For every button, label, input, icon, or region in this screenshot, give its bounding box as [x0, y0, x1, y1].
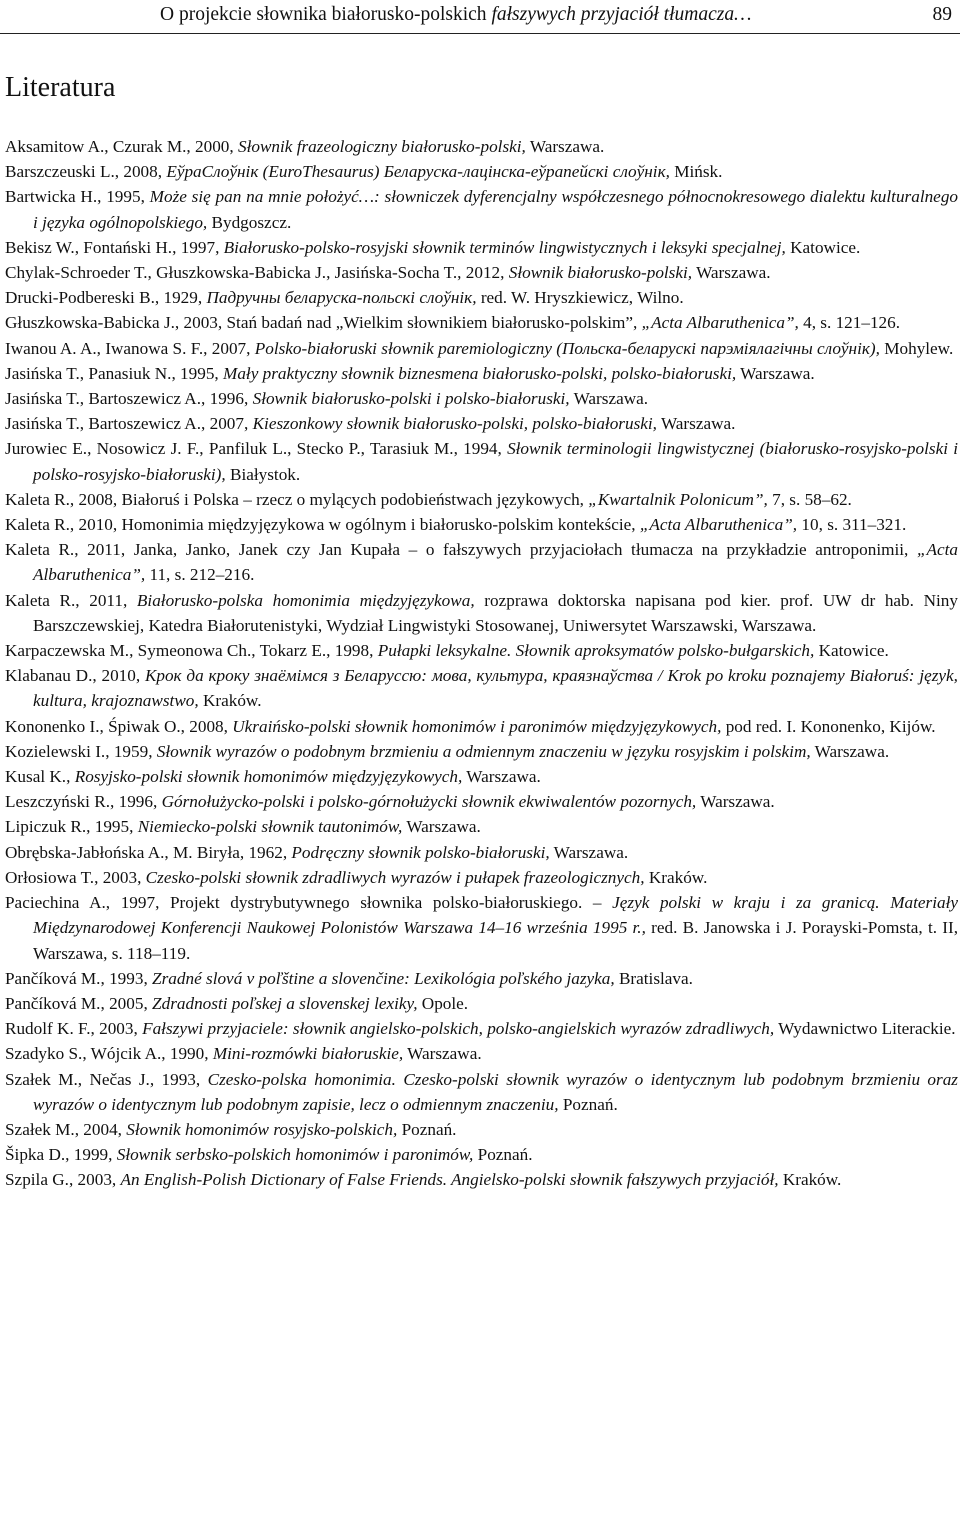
reference-title: Słownik wyrazów o podobnym brzmieniu a odmiennym znaczeniu w języku rosyjskim i polskim,	[156, 741, 811, 761]
reference-text: Warszawa.	[549, 842, 629, 862]
reference-text: 10, s. 311–321.	[797, 515, 907, 535]
reference-title: Czesko-polski słownik zdradliwych wyrazów i pułapek frazeologicznych,	[145, 867, 645, 887]
reference-entry	[5, 764, 958, 789]
reference-title: Białorusko-polsko-rosyjski słownik terminów lingwistycznych i leksyki specjalnej,	[223, 237, 786, 257]
reference-title: Słownik białorusko-polski i polsko-białoruski,	[252, 389, 570, 409]
reference-entry	[5, 663, 958, 713]
reference-text: Kraków.	[644, 867, 708, 887]
reference-text: Lipiczuk R., 1995,	[5, 817, 138, 837]
reference-text: red. B. Janowska i J. Porayski-Pomsta, t. II, Warszawa, s. 118–119.	[33, 918, 958, 963]
reference-title: „Acta Albaruthenica”,	[639, 515, 798, 535]
reference-text: Karpaczewska M., Symeonowa Ch., Tokarz E., 1998,	[5, 641, 378, 661]
reference-title: Słownik frazeologiczny białorusko-polski,	[237, 137, 526, 156]
reference-text: Szałek M., 2004,	[5, 1119, 127, 1139]
reference-text: Iwanou A. A., Iwanowa S. F., 2007,	[5, 338, 255, 358]
reference-title: Słownik terminologii lingwistycznej (białorusko-rosyjsko-polski i polsko-rosyjsko-białoruski),	[33, 439, 958, 484]
reference-title: Słownik homonimów rosyjsko-polskich,	[126, 1119, 398, 1139]
reference-text: Obrębska-Jabłońska A., M. Biryła, 1962,	[5, 842, 292, 862]
running-title-italic: fałszywych przyjaciół tłumacza…	[491, 4, 752, 25]
reference-entry	[5, 386, 958, 411]
reference-entry	[5, 1016, 958, 1041]
reference-entry	[5, 159, 958, 184]
reference-text: Bartwicka H., 1995,	[5, 187, 150, 207]
reference-title: Zdradnosti poľskej a slovenskej lexiky,	[152, 993, 418, 1013]
reference-title: Język polski w kraju i za granicą. Materiały Międzynarodowej Konferencji Naukowej Polonistów Warszawa 14–16 września 1995 r.,	[33, 893, 958, 938]
reference-title: Zradné slová v poľštine a slovenčine: Lexikológia poľského jazyka,	[152, 968, 615, 988]
reference-text: Bekisz W., Fontański H., 1997,	[5, 237, 224, 257]
reference-text: Bydgoszcz.	[207, 212, 292, 232]
reference-text: Orłosiowa T., 2003,	[5, 867, 146, 887]
reference-text: Bratislava.	[614, 968, 693, 988]
reference-text: 11, s. 212–216.	[145, 565, 255, 585]
reference-text: Chylak-Schroeder T., Głuszkowska-Babicka J., Jasińska-Socha T., 2012,	[5, 263, 509, 283]
reference-entry	[5, 436, 958, 486]
reference-entry	[5, 840, 958, 865]
reference-text: Šipka D., 1999,	[5, 1145, 117, 1165]
reference-entry	[5, 714, 958, 739]
reference-text: Warszawa.	[692, 263, 771, 283]
reference-title: Polsko-białoruski słownik paremiologiczny (Польска-беларускі парэміялагічны слоўнік),	[254, 338, 880, 358]
reference-entry	[5, 512, 958, 537]
reference-text: Kraków.	[778, 1170, 842, 1190]
reference-text: Katowice.	[814, 641, 889, 661]
page-number: 89	[932, 4, 952, 25]
reference-text: rozprawa doktorska napisana pod kier. prof. UW dr hab. Niny Barszczewskiej, Katedra Białorutenistyki, Wydział Lingwistyki Stosowanej, Uniwersytet Warszawski, Warszawa.	[33, 590, 958, 635]
reference-text: Klabanau D., 2010,	[5, 666, 145, 686]
running-header	[0, 4, 960, 28]
reference-entry	[5, 184, 958, 234]
reference-entry	[5, 814, 958, 839]
reference-entry	[5, 1142, 958, 1167]
reference-title: Ukraińsko-polski słownik homonimów i paronimów międzyjęzykowych,	[232, 716, 722, 736]
reference-text: Warszawa.	[402, 817, 481, 837]
section-title: Literatura	[5, 72, 116, 103]
reference-text: Poznań.	[397, 1119, 457, 1139]
reference-entry	[5, 638, 958, 663]
reference-text: Leszczyński R., 1996,	[5, 792, 162, 812]
reference-title: Mini-rozmówki białoruskie,	[212, 1044, 404, 1064]
reference-text: Paciechina A., 1997, Projekt dystrybutywnego słownika polsko-białoruskiego. –	[5, 893, 613, 913]
reference-title: Mały praktyczny słownik biznesmena białorusko-polski, polsko-białoruski,	[223, 363, 737, 383]
reference-entry	[5, 336, 958, 361]
reference-title: Kieszonkowy słownik białorusko-polski, polsko-białoruski,	[252, 414, 657, 434]
reference-entry	[5, 310, 958, 335]
reference-entry	[5, 134, 958, 159]
reference-text: Warszawa.	[462, 767, 541, 787]
reference-title: Może się pan na mnie położyć…: słowniczek dyferencjalny współczesnego północnokresowego dialektu kulturalnego i języka ogólnopolskiego,	[33, 187, 959, 232]
reference-text: Warszawa.	[736, 363, 815, 383]
reference-title: Rosyjsko-polski słownik homonimów międzyjęzykowych,	[74, 767, 463, 787]
reference-text: Warszawa.	[403, 1044, 482, 1064]
reference-title: „Acta Albaruthenica”,	[641, 313, 799, 333]
reference-text: Katowice.	[785, 237, 861, 257]
reference-title: Pułapki leksykalne. Słownik aproksymatów polsko-bułgarskich,	[377, 641, 815, 661]
header-rule	[0, 33, 960, 34]
reference-text: Kozielewski I., 1959,	[5, 741, 157, 761]
reference-text: Warszawa.	[525, 137, 605, 156]
reference-text: Aksamitow A., Czurak M., 2000,	[5, 137, 238, 156]
reference-entry	[5, 1067, 958, 1117]
reference-entry	[5, 1041, 958, 1066]
reference-entry	[5, 487, 958, 512]
reference-text: Szałek M., Nečas J., 1993,	[5, 1069, 208, 1089]
reference-entry	[5, 890, 958, 966]
reference-entry	[5, 739, 958, 764]
reference-list	[5, 134, 958, 1193]
running-title	[160, 4, 751, 26]
reference-entry	[5, 966, 958, 991]
reference-text: Mohylew.	[879, 338, 954, 358]
reference-text: 4, s. 121–126.	[798, 313, 901, 333]
reference-text: Głuszkowska-Babicka J., 2003, Stań badań nad „Wielkim słownikiem białorusko-polskim”,	[5, 313, 642, 333]
reference-title: Słownik serbsko-polskich homonimów i paronimów,	[116, 1145, 474, 1165]
reference-text: Szpila G., 2003,	[5, 1170, 121, 1190]
reference-entry	[5, 789, 958, 814]
reference-text: Barszczeuski L., 2008,	[5, 162, 167, 182]
reference-text: 7, s. 58–62.	[767, 489, 852, 509]
reference-text: Białystok.	[225, 464, 301, 484]
reference-title: Падручны беларуска-польскі слоўнік,	[206, 288, 477, 308]
reference-entry	[5, 235, 958, 260]
reference-title: Fałszywi przyjaciele: słownik angielsko-polskich, polsko-angielskich wyrazów zdradliwych,	[142, 1019, 775, 1039]
reference-text: Kaleta R., 2011,	[5, 590, 137, 610]
reference-title: Podręczny słownik polsko-białoruski,	[291, 842, 550, 862]
reference-text: Mińsk.	[669, 162, 723, 182]
reference-text: Jasińska T., Bartoszewicz A., 1996,	[5, 389, 253, 409]
reference-text: Kusal K.,	[5, 767, 75, 787]
reference-entry	[5, 1117, 958, 1142]
reference-entry	[5, 588, 958, 638]
reference-text: Pančíková M., 2005,	[5, 993, 153, 1013]
reference-text: Jasińska T., Panasiuk N., 1995,	[5, 363, 224, 383]
reference-entry	[5, 411, 958, 436]
reference-text: Warszawa.	[810, 741, 890, 761]
reference-entry	[5, 285, 958, 310]
reference-title: Białorusko-polska homonimia międzyjęzykowa,	[136, 590, 475, 610]
running-title-plain: O projekcie słownika białorusko-polskich	[160, 4, 492, 25]
reference-entry	[5, 1167, 958, 1192]
reference-text: Kraków.	[198, 691, 262, 711]
reference-title: An English-Polish Dictionary of False Friends. Angielsko-polski słownik fałszywych przyjaciół,	[120, 1170, 779, 1190]
reference-text: Warszawa.	[656, 414, 736, 434]
reference-text: Warszawa.	[569, 389, 649, 409]
reference-title: Niemiecko-polski słownik tautonimów,	[137, 817, 403, 837]
reference-entry	[5, 537, 958, 587]
reference-text: Kaleta R., 2010, Homonimia międzyjęzykowa w ogólnym i białorusko-polskim kontekście,	[5, 515, 640, 535]
reference-text: Rudolf K. F., 2003,	[5, 1019, 143, 1039]
reference-text: Szadyko S., Wójcik A., 1990,	[5, 1044, 213, 1064]
reference-entry	[5, 361, 958, 386]
reference-title: Czesko-polska homonimia. Czesko-polski słownik wyrazów o identycznym lub podobnym brzmieniu oraz wyrazów o identycznym lub podobnym zapisie, lecz o odmiennym znaczeniu,	[33, 1069, 959, 1114]
reference-title: ЕўраСлоўнік (EuroThesaurus) Беларуска-лацінска-еўрапейскі слоўнік,	[166, 162, 670, 182]
reference-title: Słownik białorusko-polski,	[508, 263, 693, 283]
reference-text: Poznań.	[558, 1094, 618, 1114]
reference-text: Warszawa.	[696, 792, 775, 812]
reference-title: „Acta Albaruthenica”,	[33, 540, 958, 585]
reference-text: Kononenko I., Śpiwak O., 2008,	[5, 716, 233, 736]
reference-text: Pančíková M., 1993,	[5, 968, 153, 988]
reference-title: Górnołużycko-polski i polsko-górnołużycki słownik ekwiwalentów pozornych,	[161, 792, 697, 812]
reference-text: red. W. Hryszkiewicz, Wilno.	[476, 288, 684, 308]
reference-text: Poznań.	[473, 1145, 533, 1165]
reference-text: pod red. I. Kononenko, Kijów.	[721, 716, 936, 736]
reference-title: „Kwartalnik Polonicum”,	[588, 489, 768, 509]
reference-text: Wydawnictwo Literackie.	[774, 1019, 956, 1039]
reference-text: Jurowiec E., Nosowicz J. F., Panfiluk L., Stecko P., Tarasiuk M., 1994,	[5, 439, 508, 459]
reference-text: Opole.	[417, 993, 469, 1013]
reference-text: Jasińska T., Bartoszewicz A., 2007,	[5, 414, 253, 434]
reference-text: Kaleta R., 2011, Janka, Janko, Janek czy Jan Kupała – o fałszywych przyjaciołach tłumacza na przykładzie antroponimii,	[5, 540, 917, 560]
reference-entry	[5, 991, 958, 1016]
reference-entry	[5, 865, 958, 890]
reference-entry	[5, 260, 958, 285]
reference-text: Drucki-Podbereski B., 1929,	[5, 288, 207, 308]
reference-title: Крок да кроку знаёмімся з Беларуссю: мова, культура, краязнаўства / Krok po kroku poznajemy Białoruś: język, kultura, krajoznawstwo,	[33, 666, 958, 711]
reference-text: Kaleta R., 2008, Białoruś i Polska – rzecz o mylących podobieństwach językowych,	[5, 489, 589, 509]
